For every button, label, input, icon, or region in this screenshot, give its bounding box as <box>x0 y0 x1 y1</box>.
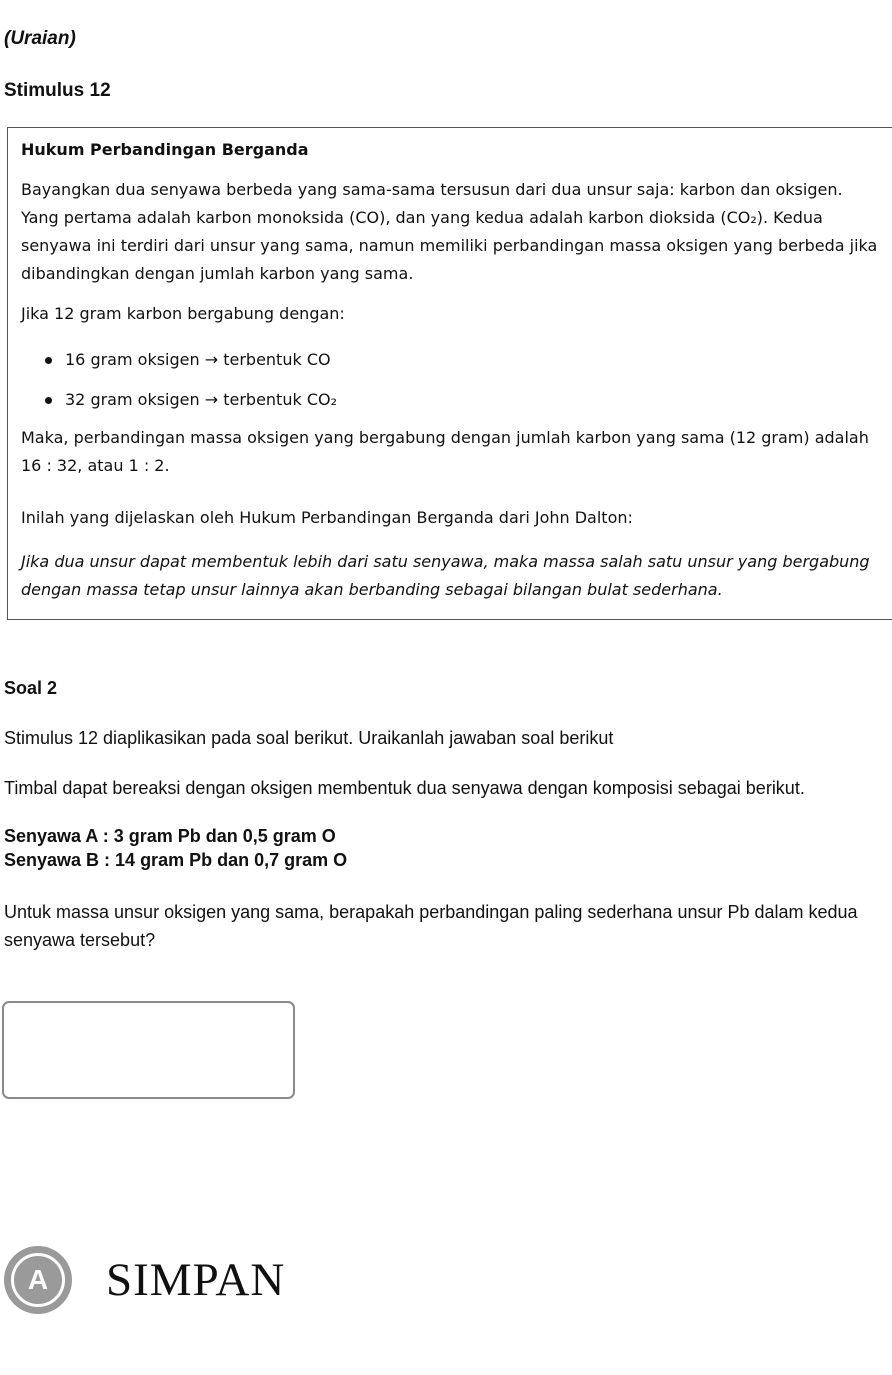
law-line: dengan massa tetap unsur lainnya akan berbanding sebagai bilangan bulat sederhana. <box>21 580 723 599</box>
save-button-label: SIMPAN <box>106 1254 286 1306</box>
circle-a-icon <box>4 1246 72 1314</box>
answer-input[interactable] <box>2 1001 295 1099</box>
stimulus-intro <box>21 176 877 288</box>
list-item <box>65 386 337 426</box>
bullet-text: 16 gram oksigen → terbentuk CO <box>65 350 331 369</box>
bullet-icon <box>45 357 52 364</box>
inilah-line: Inilah yang dijelaskan oleh Hukum Perbandingan Berganda dari John Dalton: <box>21 508 633 527</box>
question-text <box>4 898 858 954</box>
intro-line: Yang pertama adalah karbon monoksida (CO), dan yang kedua adalah karbon dioksida (CO₂). Kedua <box>21 208 823 227</box>
compound-a: Senyawa A : 3 gram Pb dan 0,5 gram O <box>4 826 336 846</box>
question-title: Soal 2 <box>4 678 58 698</box>
question-instruction: Stimulus 12 diaplikasikan pada soal berikut. Uraikanlah jawaban soal berikut <box>4 728 614 748</box>
law-statement <box>21 548 870 604</box>
stimulus-title: Hukum Perbandingan Berganda <box>21 140 309 159</box>
bullet-list <box>65 346 337 426</box>
stimulus-box <box>7 127 892 620</box>
question-line: senyawa tersebut? <box>4 930 156 950</box>
icon-letter: A <box>11 1253 65 1307</box>
intro-line: senyawa ini terdiri dari unsur yang sama, namun memiliki perbandingan massa oksigen yang berbeda jika <box>21 236 878 255</box>
maka-line: Maka, perbandingan massa oksigen yang bergabung dengan jumlah karbon yang sama (12 gram) adalah <box>21 428 869 447</box>
intro-line: Bayangkan dua senyawa berbeda yang sama-sama tersusun dari dua unsur saja: karbon dan oksigen. <box>21 180 843 199</box>
law-line: Jika dua unsur dapat membentuk lebih dari satu senyawa, maka massa salah satu unsur yang bergabung <box>21 552 870 571</box>
maka-paragraph <box>21 424 869 480</box>
compound-b: Senyawa B : 14 gram Pb dan 0,7 gram O <box>4 850 348 870</box>
jika-line: Jika 12 gram karbon bergabung dengan: <box>21 304 345 323</box>
bullet-icon <box>45 397 52 404</box>
stimulus-heading: Stimulus 12 <box>4 80 111 101</box>
save-button[interactable] <box>4 1240 285 1320</box>
section-label: (Uraian) <box>4 28 76 49</box>
bullet-text: 32 gram oksigen → terbentuk CO₂ <box>65 390 337 409</box>
question-context: Timbal dapat bereaksi dengan oksigen membentuk dua senyawa dengan komposisi sebagai berikut. <box>4 778 805 798</box>
intro-line: dibandingkan dengan jumlah karbon yang sama. <box>21 264 414 283</box>
list-item <box>65 346 337 386</box>
question-line: Untuk massa unsur oksigen yang sama, berapakah perbandingan paling sederhana unsur Pb dalam kedua <box>4 902 858 922</box>
maka-line: 16 : 32, atau 1 : 2. <box>21 456 170 475</box>
